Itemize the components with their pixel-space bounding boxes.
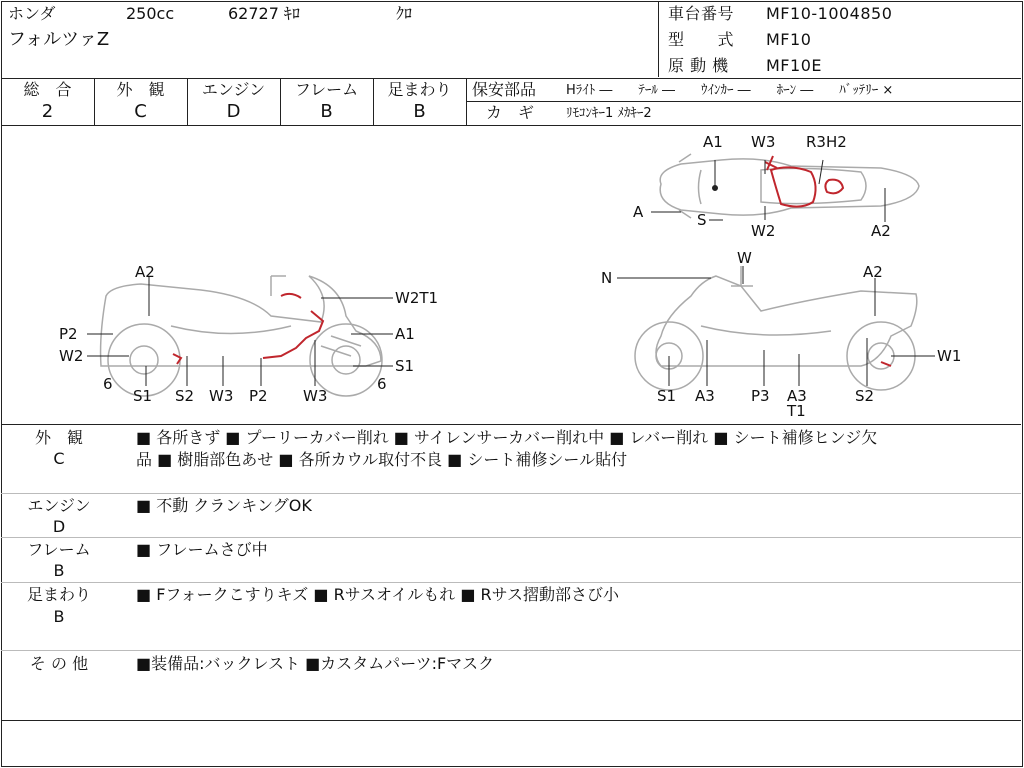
displacement: 250cc [126,4,175,23]
damage-diagram [1,126,1021,424]
parts-divider [466,101,1021,102]
left-label-s2: S2 [175,387,195,405]
note-frame-grade: B [53,561,65,580]
right-label-a2: A2 [863,263,883,281]
color: ｸﾛ [396,4,413,23]
top-label-s: S [697,211,707,229]
left-label-s1b: S1 [133,387,153,405]
engine-value: MF10E [766,56,822,75]
left-label-6b: 6 [377,375,387,393]
note-frame-title: フレーム [27,540,91,559]
left-label-w3: W3 [209,387,234,405]
note-engine-grade: D [52,517,66,536]
right-label-n: N [601,269,613,287]
note-suspension-title: 足まわり [26,585,91,604]
grade-header-exterior: 外 観 [116,80,165,99]
grade-header-overall: 総 合 [23,80,72,99]
right-label-a3b: A3 [787,387,807,405]
top-label-r3h2: R3H2 [806,133,847,151]
parts-label: 保安部品 [472,80,537,99]
right-label-s1: S1 [657,387,677,405]
left-label-s1: S1 [395,357,415,375]
top-label-w3: W3 [751,133,776,151]
grade-suspension: B [413,101,426,122]
note-exterior-line-2: 品 ■ 樹脂部色あせ ■ 各所カウル取付不良 ■ シート補修シール貼付 [136,450,628,469]
note-exterior-grade: C [53,449,65,468]
right-label-w1: W1 [937,347,962,365]
grade-overall: 2 [41,101,54,122]
left-label-6a: 6 [103,375,113,393]
note-suspension-line-1: ■ Fフォークこすりキズ ■ Rサスオイルもれ ■ Rサス摺動部さび小 [136,585,620,604]
grade-engine: D [226,101,241,122]
left-label-w3b: W3 [303,387,328,405]
left-label-w2: W2 [59,347,84,365]
note-suspension-grade: B [53,607,65,626]
type-value: MF10 [766,30,812,49]
top-label-a: A [633,203,644,221]
notes-divider [1,493,1021,494]
note-other-line-1: ■装備品:バックレスト ■カスタムパーツ:Fマスク [136,654,495,673]
note-exterior-title: 外 観 [34,428,83,447]
notes-bottom-line [1,720,1021,721]
right-label-t1: T1 [787,402,806,420]
maker: ホンダ [8,4,56,23]
key-label: カ ギ [486,103,535,122]
note-exterior-line-1: ■ 各所きず ■ プーリーカバー削れ ■ サイレンサーカバー削れ中 ■ レバー削れ ■ シート補修ヒンジ欠 [136,428,878,447]
notes-divider [1,650,1021,651]
grade-frame: B [320,101,333,122]
grade-header-frame: フレーム [294,80,359,99]
top-label-a1: A1 [703,133,723,151]
right-scooter-outline [656,276,917,366]
right-label-w: W [737,249,752,267]
notes-top-line [1,424,1021,425]
header-divider [658,1,659,77]
frame-no: MF10-1004850 [766,4,893,23]
note-frame-line-1: ■ フレームさび中 [136,540,268,559]
left-label-a2: A2 [135,263,155,281]
grade-header-suspension: 足まわり [387,80,452,99]
frame-no-label: 車台番号 [668,4,735,23]
left-label-w2t1: W2T1 [395,289,439,307]
engine-label: 原 動 機 [668,56,729,75]
note-other-title: そ の 他 [29,654,89,673]
top-label-a2: A2 [871,222,891,240]
notes-divider [1,537,1021,538]
top-label-w2: W2 [751,222,776,240]
key-value: ﾘﾓｺﾝｷｰ1 ﾒｶｷｰ2 [566,106,652,121]
right-label-a3: A3 [695,387,715,405]
parts-items: Hﾗｲﾄ ― ﾃｰﾙ ― ｳｲﾝｶｰ ― ﾎｰﾝ ― ﾊﾞｯﾃﾘｰ × [566,83,894,98]
notes-divider [1,582,1021,583]
left-label-p2b: P2 [249,387,268,405]
left-label-a1: A1 [395,325,415,343]
left-label-p2: P2 [59,325,78,343]
right-label-p3: P3 [751,387,770,405]
right-label-s2: S2 [855,387,875,405]
note-engine-title: エンジン [27,496,91,515]
type-label: 型 式 [668,30,735,49]
grade-top-line [1,78,1021,79]
model-name: フォルツァZ [8,29,110,50]
note-engine-line-1: ■ 不動 クランキングOK [136,496,312,515]
mileage: 62727 ｷﾛ [228,4,300,23]
grade-exterior: C [134,101,147,122]
grade-header-engine: エンジン [201,80,266,99]
